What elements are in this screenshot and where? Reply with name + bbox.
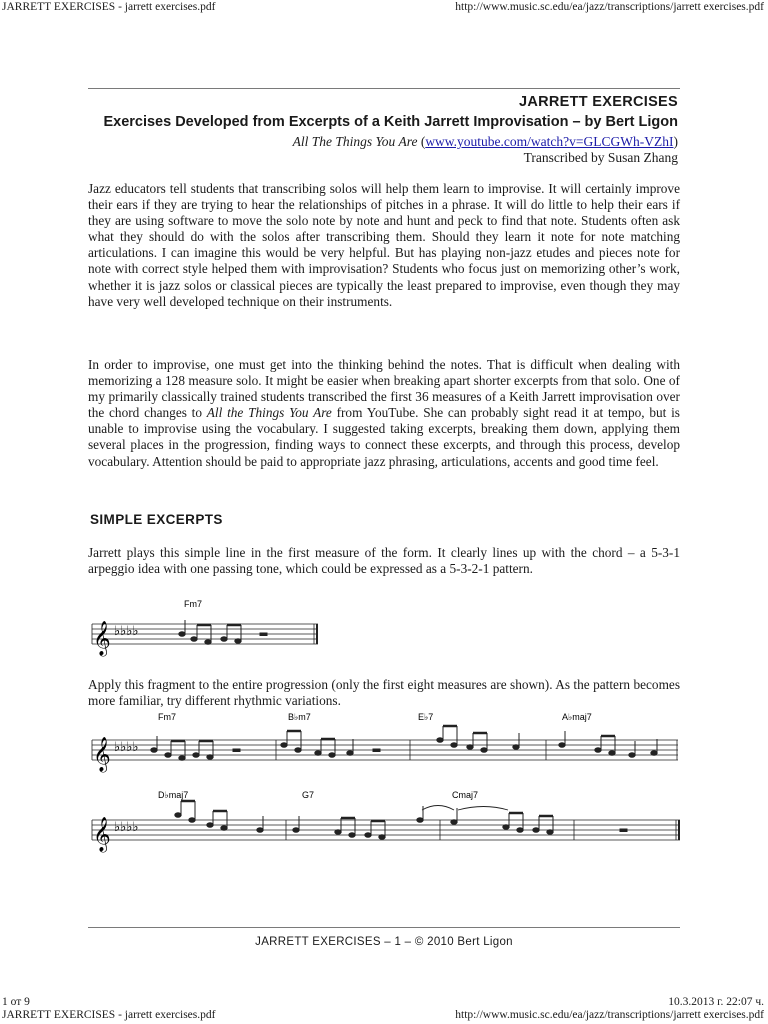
paragraph-improvise <box>88 357 680 470</box>
chord-symbol: D♭maj7 <box>158 790 189 800</box>
chord-symbol: Cmaj7 <box>452 790 479 800</box>
chord-symbol: E♭7 <box>418 712 434 722</box>
key-signature: ♭♭♭♭ <box>114 820 139 835</box>
paragraph-simple-line: Jarrett plays this simple line in the first measure of the form. It clearly lines up with the chord – a 5-3-1 arpeggio idea with one passing tone, which could be expressed as a 5-3-2-1 pattern. <box>88 545 680 577</box>
treble-clef-icon: 𝄞 <box>93 817 111 852</box>
youtube-link[interactable]: www.youtube.com/watch?v=GLCGWh-VZhI <box>425 134 674 149</box>
paragraph-intro: Jazz educators tell students that transcribing solos will help them learn to improvise. It will certainly improve their ears if they are trying to hear the relationships of pitches in a phrase. It will do little to help their ears if they are using software to move the solo note by note and hunt and peck to find that note. Students often ask what they should do with the solos after transcribing them. Should they learn it note for note matching articulations. I can imagine this would be very helpful. But has playing non-jazz etudes and pieces note for note with correct style helped them with improvisation? Students who focus just on memorizing other’s work, whether it is jazz solos or classical pieces are typically the least prepared to improvise, even though they may have very well developed technique on their instruments. <box>88 181 680 309</box>
document-subtitle: Exercises Developed from Excerpts of a Keith Jarrett Improvisation – by Bert Ligon <box>103 114 678 130</box>
header-rule <box>88 88 680 89</box>
print-timestamp: 10.3.2013 г. 22:07 ч. <box>668 996 764 1008</box>
section-heading: SIMPLE EXCERPTS <box>90 512 223 527</box>
footer-rule <box>88 927 680 928</box>
print-header-title: JARRETT EXERCISES - jarrett exercises.pdf <box>2 1 216 13</box>
print-header-url[interactable]: http://www.music.sc.edu/ea/jazz/transcriptions/jarrett exercises.pdf <box>455 1 764 13</box>
music-example-2-row-1 <box>88 708 688 774</box>
song-reference: All The Things You Are (www.youtube.com/watch?v=GLCGWh-VZhI) <box>292 134 678 149</box>
print-footer-url[interactable]: http://www.music.sc.edu/ea/jazz/transcriptions/jarrett exercises.pdf <box>455 1009 764 1021</box>
chord-symbol: B♭m7 <box>288 712 311 722</box>
treble-clef-icon: 𝄞 <box>93 621 111 656</box>
ties <box>422 806 508 811</box>
document-title: JARRETT EXERCISES <box>519 94 678 110</box>
key-signature: ♭♭♭♭ <box>114 624 139 639</box>
paragraph-improvise-part2: from YouTube. She can probably sight read it at tempo, but is unable to improvise using the vocabulary. I suggested taking excerpts, breaking them down, applying them several places in the progression, finding ways to connect these excerpts, and through this process, develop vocabulary. Attention should be paid to appropriate jazz phrasing, articulations, accents and good time feel. <box>88 405 680 469</box>
transcriber-credit: Transcribed by Susan Zhang <box>523 150 678 165</box>
treble-clef-icon: 𝄞 <box>93 737 111 772</box>
paragraph-improvise-song: All the Things You Are <box>206 405 332 421</box>
music-example-1 <box>88 597 328 659</box>
print-footer-title: JARRETT EXERCISES - jarrett exercises.pdf <box>2 1009 216 1021</box>
paragraph-apply: Apply this fragment to the entire progression (only the first eight measures are shown). As the pattern becomes more familiar, try different rhythmic variations. <box>88 677 680 709</box>
page-footer: JARRETT EXERCISES – 1 – © 2010 Bert Ligon <box>255 936 513 948</box>
print-page-counter: 1 от 9 <box>2 996 30 1008</box>
paragraph-improvise-part1: In order to improvise, one must get into the thinking behind the notes. That is difficult when dealing with memorizing a 128 measure solo. It might be easier when breaking apart shorter excerpts from that solo. One of my primarily classically trained students transcribed the first 36 measures of a Keith Jarrett improvisation over the chord changes to <box>88 357 680 421</box>
chord-symbol: G7 <box>302 790 315 800</box>
key-signature: ♭♭♭♭ <box>114 740 139 755</box>
chord-symbol: A♭maj7 <box>562 712 592 722</box>
chord-symbol: Fm7 <box>184 599 202 609</box>
song-title: All The Things You Are <box>292 134 418 149</box>
music-example-2-row-2 <box>88 784 688 860</box>
chord-symbol: Fm7 <box>158 712 176 722</box>
